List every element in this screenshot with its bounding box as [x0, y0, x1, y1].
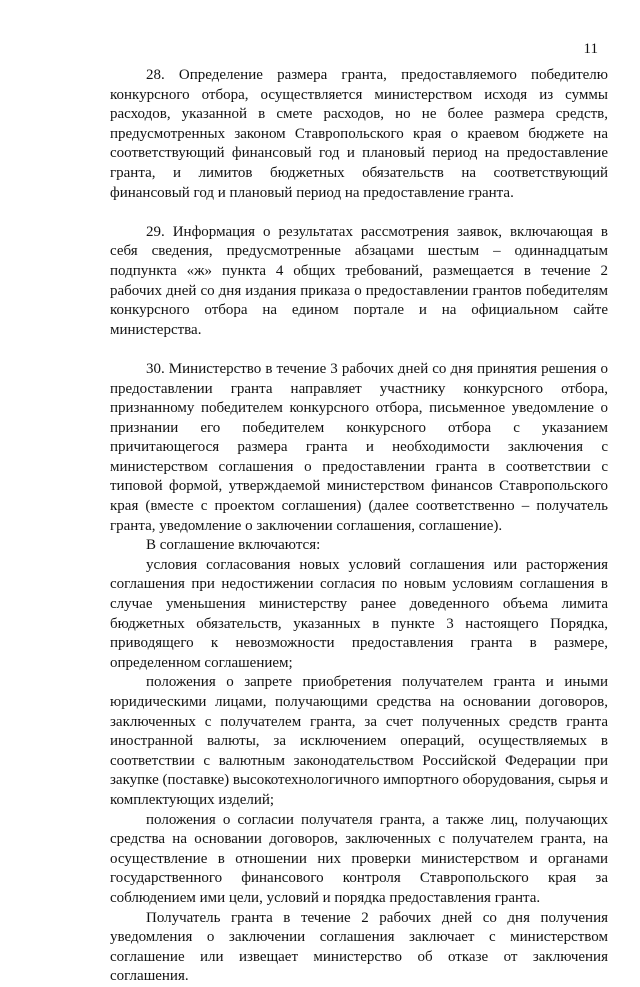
- agreement-includes-heading: В соглашение включаются:: [146, 537, 321, 554]
- paragraph-29: 29. Информация о результатах рассмотрения заявок, включающая в себя сведения, предусмотренные абзацами шестым – одиннадцатым подпункта «ж» пункта 4 общих требований, размещается в течение 2 рабочих дней со дня издания приказа о предоставлении грантов победителям конкурсного отбора на едином портале и на официальном сайте министерства.: [110, 223, 608, 338]
- agreement-condition-currency-ban: положения о запрете приобретения получателем гранта и иными юридическими лицами, получающими средства на основании договоров, заключенных с получателем гранта, за счет полученных средств гранта иностранной валюты, за исключением операций, осуществляемых в соответствии с валютным законодательством Российской Федерации при закупке (поставке) высокотехнологичного импортного оборудования, сырья и комплектующих изделий;: [110, 674, 608, 808]
- document-body: [110, 66, 608, 987]
- paragraph-28: 28. Определение размера гранта, предоставляемого победителю конкурсного отбора, осуществляется министерством исходя из суммы расходов, указанной в смете расходов, но не более размера средств, предусмотренных законом Ставропольского края о краевом бюджете на соответствующий финансовый год и плановый период на предоставление гранта, и лимитов бюджетных обязательств на соответствующий финансовый год и плановый период на предоставление гранта.: [110, 67, 608, 201]
- paragraph-recipient-obligation: Получатель гранта в течение 2 рабочих дней со дня получения уведомления о заключении соглашения заключает с министерством соглашение или извещает министерство об отказе от заключения соглашения.: [110, 909, 608, 985]
- agreement-condition-renegotiation: условия согласования новых условий соглашения или расторжения соглашения при недостижении согласия по новым условиям соглашения в случае уменьшения министерству ранее доведенного объема лимита бюджетных обязательств, указанных в пункте 3 настоящего Порядка, приводящего к невозможности предоставления гранта в размере, определенном соглашением;: [110, 556, 608, 671]
- agreement-condition-audit-consent: положения о согласии получателя гранта, а также лиц, получающих средства на основании договоров, заключенных с получателем гранта, на осуществление в отношении них проверки министерством и органами государственного финансового контроля Ставропольского края за соблюдением ими цели, условий и порядка предоставления гранта.: [110, 811, 608, 906]
- paragraph-30: 30. Министерство в течение 3 рабочих дней со дня принятия решения о предоставлении гранта направляет участнику конкурсного отбора, признанному победителем конкурсного отбора, письменное уведомление о признании его победителем конкурсного отбора с указанием причитающегося размера гранта и необходимости заключения с министерством соглашения о предоставлении гранта в соответствии с типовой формой, утверждаемой министерством финансов Ставропольского края (вместе с проектом соглашения) (далее соответственно – получатель гранта, уведомление о заключении соглашения, соглашение).: [110, 360, 608, 534]
- page-number: 11: [583, 41, 598, 57]
